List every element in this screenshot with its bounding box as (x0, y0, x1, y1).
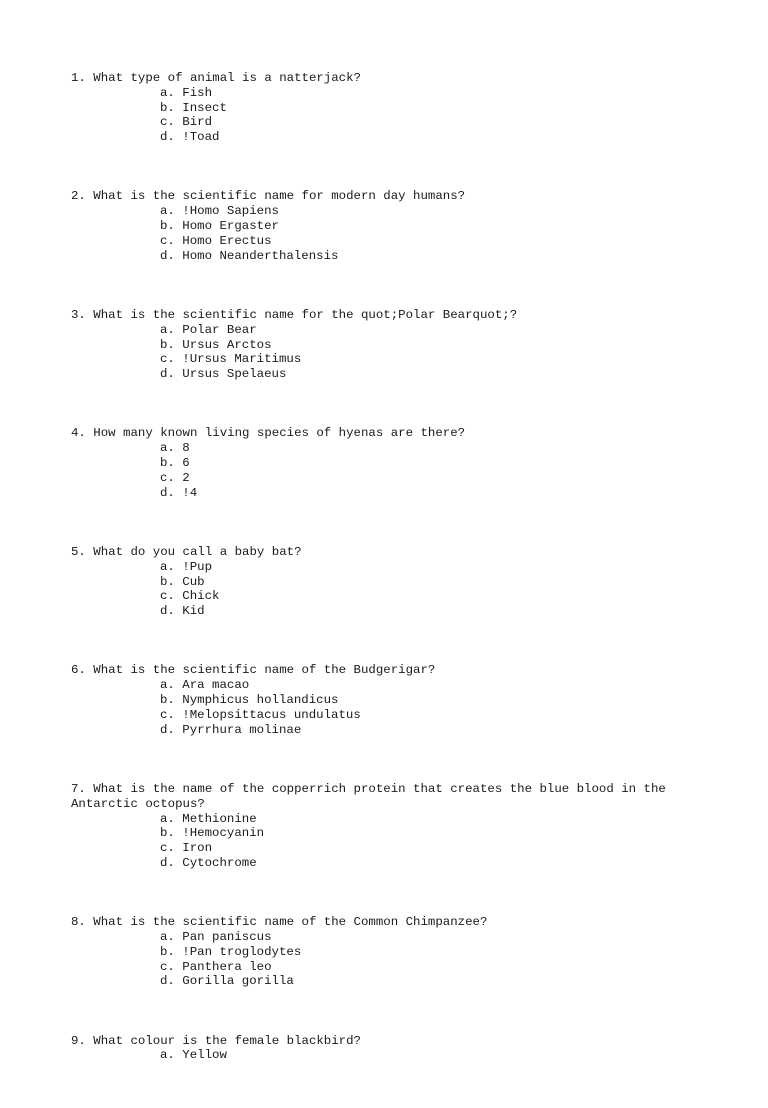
answer-option: b. Insect (160, 100, 227, 115)
answer-option: a. !Pup (160, 559, 213, 574)
question-text: 6. What is the scientific name of the Budgerigar? (71, 663, 436, 678)
answer-option: a. !Homo Sapiens (160, 204, 279, 219)
answer-option: b. Cub (160, 574, 205, 589)
answer-option: c. Iron (160, 841, 213, 856)
answer-option: c. Chick (160, 589, 220, 604)
answer-option: b. Nymphicus hollandicus (160, 693, 339, 708)
quiz-document (71, 71, 691, 1108)
answer-option: b. Ursus Arctos (160, 337, 272, 352)
answer-option: c. !Ursus Maritimus (160, 352, 302, 367)
answer-option: d. !Toad (160, 130, 220, 145)
answer-option: a. Polar Bear (160, 322, 257, 337)
question-text: 5. What do you call a baby bat? (71, 544, 302, 559)
question-5 (71, 545, 691, 619)
answer-option: d. Cytochrome (160, 855, 257, 870)
question-2 (71, 189, 691, 263)
answer-option: a. Yellow (160, 1048, 227, 1063)
answer-options (71, 560, 691, 619)
question-3 (71, 308, 691, 382)
answer-option: b. !Pan troglodytes (160, 944, 302, 959)
answer-option: c. !Melopsittacus undulatus (160, 707, 361, 722)
answer-option: d. !4 (160, 485, 198, 500)
question-6 (71, 663, 691, 737)
question-9 (71, 1034, 691, 1064)
question-text: 3. What is the scientific name for the quot;Polar Bearquot;? (71, 307, 518, 322)
answer-option: a. Fish (160, 85, 213, 100)
answer-options (71, 86, 691, 145)
question-text: 2. What is the scientific name for modern day humans? (71, 189, 466, 204)
answer-option: a. Ara macao (160, 678, 250, 693)
answer-option: a. 8 (160, 441, 190, 456)
answer-option: d. Kid (160, 604, 205, 619)
question-4 (71, 426, 691, 500)
answer-option: c. 2 (160, 470, 190, 485)
answer-options (71, 812, 691, 871)
question-text: 9. What colour is the female blackbird? (71, 1033, 361, 1048)
answer-option: c. Panthera leo (160, 959, 272, 974)
answer-option: d. Pyrrhura molinae (160, 722, 302, 737)
question-text: 4. How many known living species of hyenas are there? (71, 426, 466, 441)
answer-option: a. Pan paniscus (160, 929, 272, 944)
answer-option: b. 6 (160, 456, 190, 471)
answer-option: a. Methionine (160, 811, 257, 826)
question-8 (71, 915, 691, 989)
question-text: 8. What is the scientific name of the Common Chimpanzee? (71, 915, 488, 930)
answer-option: c. Homo Erectus (160, 233, 272, 248)
answer-options (71, 204, 691, 263)
question-7 (71, 782, 691, 871)
answer-options (71, 323, 691, 382)
answer-option: b. Homo Ergaster (160, 219, 279, 234)
answer-options (71, 678, 691, 737)
question-1 (71, 71, 691, 145)
answer-option: d. Gorilla gorilla (160, 974, 294, 989)
question-text: 7. What is the name of the copperrich protein that creates the blue blood in the Antarctic octopus? (71, 781, 674, 811)
answer-option: c. Bird (160, 115, 213, 130)
answer-option: d. Ursus Spelaeus (160, 367, 287, 382)
answer-options (71, 930, 691, 989)
answer-option: b. !Hemocyanin (160, 826, 265, 841)
answer-options (71, 441, 691, 500)
question-text: 1. What type of animal is a natterjack? (71, 71, 361, 85)
answer-option: d. Homo Neanderthalensis (160, 248, 339, 263)
answer-options (71, 1048, 691, 1063)
